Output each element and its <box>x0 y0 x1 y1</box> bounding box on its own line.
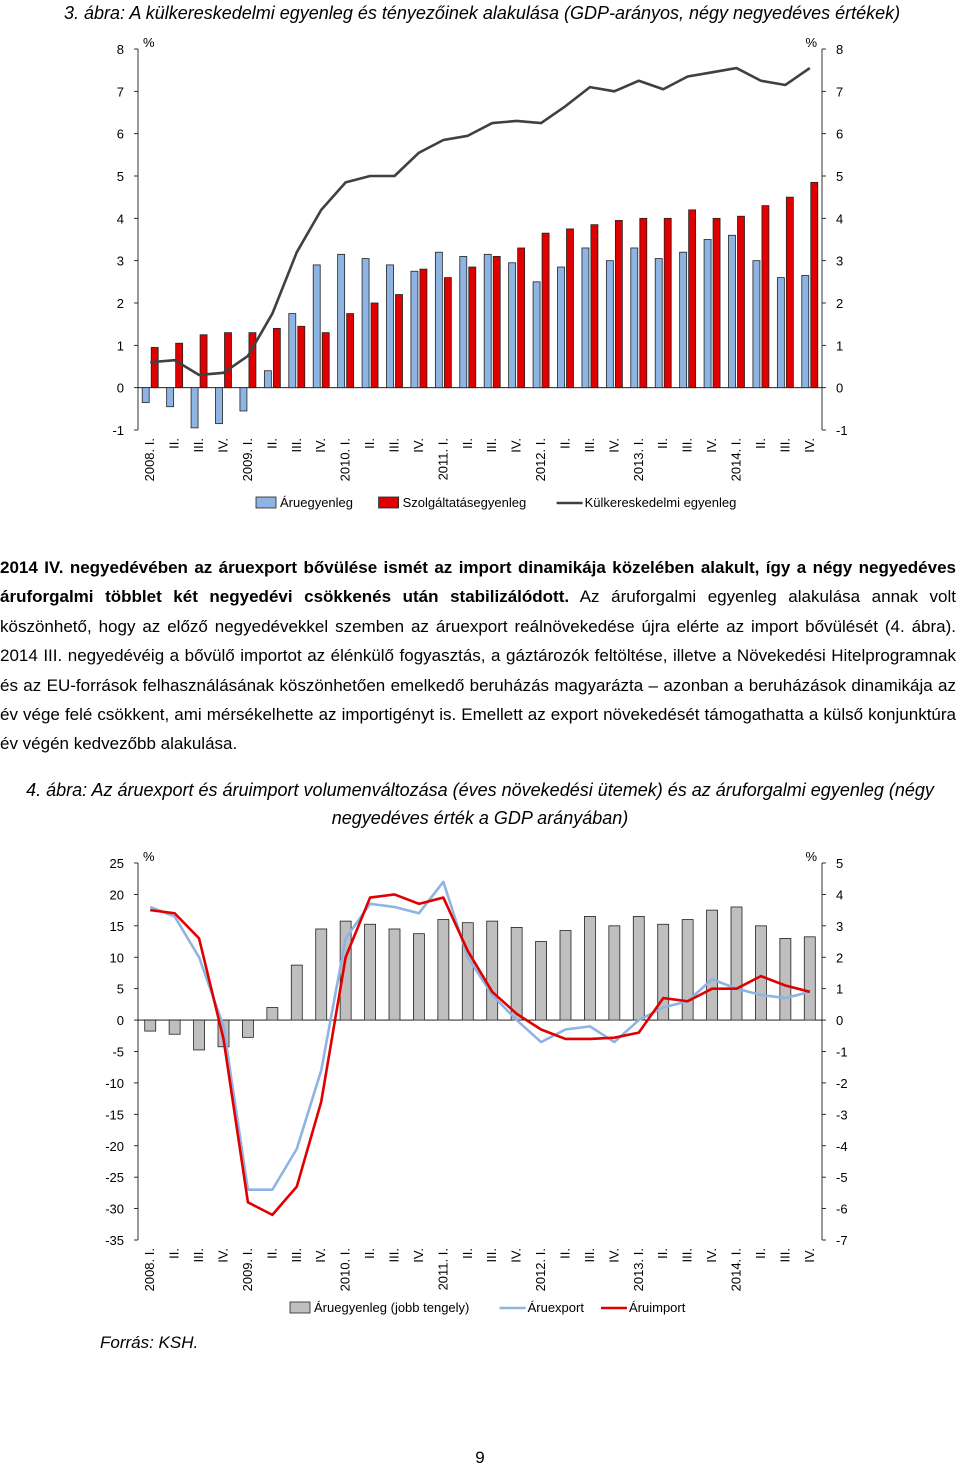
bar-áruegyenleg <box>191 388 198 428</box>
source-note: Forrás: KSH. <box>100 1333 199 1352</box>
bar-áruegyenleg <box>438 920 449 1021</box>
legend-label: Külkereskedelmi egyenleg <box>584 495 737 510</box>
x-tick-label: III. <box>581 438 597 453</box>
y-tick-label-right: 5 <box>836 856 844 871</box>
bar-áruegyenleg <box>609 926 620 1020</box>
figure-3-title: 3. ábra: A külkereskedelmi egyenleg és tényezőinek alakulása (GDP-arányos, négy negyedéves értékek) <box>64 3 901 23</box>
bar-szolgáltatásegyenleg <box>444 278 451 388</box>
y-tick-label-left: 20 <box>109 887 124 903</box>
x-tick-label: 2012. I. <box>533 1248 549 1292</box>
x-tick-label: 2011. I. <box>435 1248 451 1291</box>
y-tick-label-right: 7 <box>836 84 844 100</box>
y-tick-label-left: -15 <box>105 1107 124 1123</box>
paragraph-bold-lead: 2014 IV. negyedévében az áruexport bővülése ismét az import dinamikája közelében alakult, így a négy negyedéves áruforgalmi többlet két negyedévi csökkenés után stabilizálódott. <box>0 558 956 607</box>
x-tick-label: II. <box>557 1248 573 1259</box>
x-tick-label: IV. <box>508 438 524 453</box>
x-tick-label: IV. <box>410 438 426 453</box>
bar-szolgáltatásegyenleg <box>738 216 745 387</box>
x-tick-label: II. <box>459 1248 475 1259</box>
x-tick-label: II. <box>752 1248 768 1259</box>
bar-szolgáltatásegyenleg <box>664 218 671 387</box>
y-tick-label-left: 0 <box>116 380 124 396</box>
left-unit-label: % <box>143 35 155 50</box>
x-tick-label: 2008. I. <box>142 1248 158 1292</box>
bar-áruegyenleg <box>313 265 320 388</box>
bar-áruegyenleg <box>558 267 565 388</box>
bar-áruegyenleg <box>435 252 442 387</box>
bar-áruegyenleg <box>194 1020 205 1050</box>
x-tick-label: 2012. I. <box>533 438 549 482</box>
bar-áruegyenleg <box>145 1020 156 1031</box>
legend-label: Szolgáltatásegyenleg <box>402 495 527 510</box>
bar-áruegyenleg <box>389 929 400 1020</box>
x-tick-label: II. <box>557 438 573 449</box>
paragraph-text: Az áruforgalmi egyenleg alakulása annak volt köszönhető, hogy az előző negyedévekkel szemben az áruexport reálnövekedése újra elérte az import bővülését (4. ábra). 2014 III. negyedévéig a bővülő importot az élénkülő fogyasztás, a gáztározók feltöltése, illetve a Növekedési Hitelprogramnak és az EU-források felhasználásának köszönhetően emelkedő beruházás magyarázta – azonban a beruházások dinamikája az év vége felé csökkent, ami mérsékelhette az importigényt is. Emellett az export növekedését támogathatta a külső konjunktúra év végén kedvezőbb alakulása. <box>0 587 956 754</box>
bar-szolgáltatásegyenleg <box>298 326 305 387</box>
x-tick-label: IV. <box>606 1248 622 1263</box>
page-number: 9 <box>475 1448 485 1467</box>
bar-áruegyenleg <box>780 938 791 1020</box>
bar-szolgáltatásegyenleg <box>396 295 403 388</box>
y-tick-label-left: 8 <box>116 42 124 57</box>
x-tick-label: III. <box>191 1248 207 1263</box>
bar-áruegyenleg <box>242 1020 253 1037</box>
bar-szolgáltatásegyenleg <box>420 269 427 388</box>
x-tick-label: II. <box>166 1248 182 1259</box>
x-tick-label: IV. <box>801 1248 817 1263</box>
legend-swatch <box>379 497 399 508</box>
y-tick-label-left: -25 <box>105 1170 124 1186</box>
bar-áruegyenleg <box>460 256 467 387</box>
bar-áruegyenleg <box>289 314 296 388</box>
y-tick-label-right: -7 <box>836 1233 848 1248</box>
y-tick-label-left: 0 <box>116 1013 124 1029</box>
y-tick-label-left: 5 <box>116 981 124 997</box>
bar-szolgáltatásegyenleg <box>469 267 476 388</box>
bar-áruegyenleg <box>240 388 247 411</box>
bar-áruegyenleg <box>582 248 589 388</box>
x-tick-label: 2010. I. <box>337 438 353 482</box>
x-tick-label: II. <box>655 438 671 449</box>
bar-áruegyenleg <box>340 921 351 1020</box>
y-tick-label-right: 8 <box>836 42 844 57</box>
x-tick-label: 2014. I. <box>728 438 744 482</box>
bar-áruegyenleg <box>755 926 766 1020</box>
x-tick-label: III. <box>484 1248 500 1263</box>
bar-áruegyenleg <box>167 388 174 407</box>
bar-áruegyenleg <box>533 282 540 388</box>
bar-áruegyenleg <box>316 929 327 1020</box>
y-tick-label-left: 25 <box>109 856 124 871</box>
x-tick-label: II. <box>459 438 475 449</box>
legend-label: Áruexport <box>527 1300 584 1315</box>
bar-szolgáltatásegyenleg <box>322 333 329 388</box>
y-tick-label-right: 0 <box>836 380 844 396</box>
bar-áruegyenleg <box>365 924 376 1020</box>
bar-szolgáltatásegyenleg <box>615 220 622 387</box>
x-tick-label: II. <box>362 1248 378 1259</box>
bar-áruegyenleg <box>362 259 369 388</box>
bar-szolgáltatásegyenleg <box>493 256 500 387</box>
y-tick-label-right: 2 <box>836 296 844 311</box>
bar-szolgáltatásegyenleg <box>567 229 574 388</box>
bar-áruegyenleg <box>729 235 736 387</box>
x-tick-label: III. <box>288 438 304 453</box>
bar-szolgáltatásegyenleg <box>371 303 378 388</box>
figure-4-chart <box>0 830 960 1335</box>
x-tick-label: IV. <box>215 1248 231 1263</box>
bar-szolgáltatásegyenleg <box>591 225 598 388</box>
x-tick-label: IV. <box>215 438 231 453</box>
x-tick-label: III. <box>679 438 695 453</box>
bar-áruegyenleg <box>509 263 516 388</box>
x-tick-label: III. <box>777 1248 793 1263</box>
bar-áruegyenleg <box>511 927 522 1020</box>
bar-áruegyenleg <box>536 942 547 1021</box>
y-tick-label-right: -2 <box>836 1075 848 1091</box>
bar-áruegyenleg <box>584 916 595 1020</box>
bar-szolgáltatásegyenleg <box>689 210 696 388</box>
bar-áruegyenleg <box>655 259 662 388</box>
legend-label: Áruegyenleg <box>280 495 353 510</box>
bar-szolgáltatásegyenleg <box>151 347 158 387</box>
legend-label: Áruegyenleg (jobb tengely) <box>314 1300 470 1315</box>
x-tick-label: 2011. I. <box>435 438 451 481</box>
bar-áruegyenleg <box>387 265 394 388</box>
x-tick-label: IV. <box>410 1248 426 1263</box>
bar-áruegyenleg <box>731 907 742 1020</box>
bar-áruegyenleg <box>707 910 718 1020</box>
y-tick-label-right: 1 <box>836 338 844 354</box>
y-tick-label-left: 5 <box>116 169 124 184</box>
bar-áruegyenleg <box>216 388 223 424</box>
y-tick-label-right: 4 <box>836 211 844 227</box>
x-tick-label: II. <box>655 1248 671 1259</box>
figure-4-title: 4. ábra: Az áruexport és áruimport volumenváltozása (éves növekedési ütemek) és az áruforgalmi egyenleg (négy negyedéves érték a GDP arányában) <box>26 780 934 828</box>
bar-áruegyenleg <box>777 278 784 388</box>
y-tick-label-left: 3 <box>116 253 124 269</box>
x-tick-label: III. <box>484 438 500 453</box>
bar-áruegyenleg <box>633 916 644 1020</box>
y-tick-label-right: 3 <box>836 253 844 269</box>
x-tick-label: IV. <box>313 438 329 453</box>
y-tick-label-right: 1 <box>836 981 844 997</box>
bar-szolgáltatásegyenleg <box>249 333 256 388</box>
y-tick-label-left: -1 <box>112 423 124 438</box>
x-tick-label: II. <box>264 438 280 449</box>
x-tick-label: III. <box>191 438 207 453</box>
x-tick-label: II. <box>752 438 768 449</box>
y-tick-label-right: 3 <box>836 918 844 934</box>
y-tick-label-left: -30 <box>105 1201 124 1217</box>
bar-szolgáltatásegyenleg <box>762 206 769 388</box>
bar-áruegyenleg <box>804 937 815 1020</box>
bar-áruegyenleg <box>413 934 424 1020</box>
x-tick-label: 2013. I. <box>630 1248 646 1292</box>
y-tick-label-left: -5 <box>112 1044 124 1060</box>
x-tick-label: 2008. I. <box>142 438 158 482</box>
y-tick-label-right: 6 <box>836 126 844 142</box>
x-tick-label: IV. <box>606 438 622 453</box>
bar-áruegyenleg <box>142 388 149 403</box>
bar-áruegyenleg <box>680 252 687 387</box>
x-tick-label: 2009. I. <box>239 438 255 482</box>
x-tick-label: III. <box>581 1248 597 1263</box>
bar-áruegyenleg <box>291 965 302 1020</box>
y-tick-label-left: -20 <box>105 1138 124 1154</box>
x-tick-label: III. <box>679 1248 695 1263</box>
bar-szolgáltatásegyenleg <box>200 335 207 388</box>
x-tick-label: 2013. I. <box>630 438 646 482</box>
bar-áruegyenleg <box>411 271 418 387</box>
y-tick-label-left: -10 <box>105 1075 124 1091</box>
x-tick-label: IV. <box>801 438 817 453</box>
legend-swatch <box>256 497 276 508</box>
figure-3-chart <box>0 22 960 527</box>
x-tick-label: 2010. I. <box>337 1248 353 1292</box>
bar-szolgáltatásegyenleg <box>542 233 549 388</box>
bar-szolgáltatásegyenleg <box>811 182 818 387</box>
y-tick-label-left: 1 <box>116 338 124 354</box>
x-tick-label: IV. <box>508 1248 524 1263</box>
x-tick-label: IV. <box>313 1248 329 1263</box>
bar-áruegyenleg <box>264 371 271 388</box>
bar-áruegyenleg <box>631 248 638 388</box>
right-unit-label: % <box>805 35 817 50</box>
bar-áruegyenleg <box>267 1008 278 1021</box>
bar-áruegyenleg <box>560 931 571 1021</box>
y-tick-label-right: -3 <box>836 1107 848 1123</box>
bar-áruegyenleg <box>682 920 693 1021</box>
y-tick-label-left: 4 <box>116 211 124 227</box>
bar-áruegyenleg <box>462 923 473 1020</box>
bar-áruegyenleg <box>704 240 711 388</box>
x-tick-label: 2009. I. <box>239 1248 255 1292</box>
bar-szolgáltatásegyenleg <box>713 218 720 387</box>
y-tick-label-right: -1 <box>836 423 848 438</box>
y-tick-label-right: 5 <box>836 169 844 184</box>
right-unit-label: % <box>805 849 817 864</box>
bar-áruegyenleg <box>802 275 809 387</box>
x-tick-label: III. <box>288 1248 304 1263</box>
bar-áruegyenleg <box>169 1020 180 1034</box>
y-tick-label-left: 2 <box>116 296 124 311</box>
bar-áruegyenleg <box>338 254 345 387</box>
x-tick-label: III. <box>777 438 793 453</box>
y-tick-label-right: 0 <box>836 1013 844 1029</box>
legend-label: Áruimport <box>629 1300 686 1315</box>
left-unit-label: % <box>143 849 155 864</box>
y-tick-label-right: -4 <box>836 1138 848 1154</box>
x-tick-label: IV. <box>704 1248 720 1263</box>
bar-áruegyenleg <box>753 261 760 388</box>
x-tick-label: 2014. I. <box>728 1248 744 1292</box>
bar-szolgáltatásegyenleg <box>640 218 647 387</box>
legend-swatch <box>290 1302 310 1313</box>
y-tick-label-right: -1 <box>836 1044 848 1060</box>
x-tick-label: III. <box>386 1248 402 1263</box>
y-tick-label-left: 10 <box>109 950 124 966</box>
x-tick-label: II. <box>264 1248 280 1259</box>
bar-szolgáltatásegyenleg <box>347 314 354 388</box>
y-tick-label-right: 2 <box>836 950 844 966</box>
x-tick-label: IV. <box>704 438 720 453</box>
bar-szolgáltatásegyenleg <box>273 328 280 387</box>
bar-szolgáltatásegyenleg <box>786 197 793 388</box>
y-tick-label-right: 4 <box>836 887 844 903</box>
y-tick-label-right: -6 <box>836 1201 848 1217</box>
bar-áruegyenleg <box>487 921 498 1020</box>
y-tick-label-left: 7 <box>116 84 124 100</box>
y-tick-label-right: -5 <box>836 1170 848 1186</box>
y-tick-label-left: 15 <box>109 918 124 934</box>
bar-áruegyenleg <box>484 254 491 387</box>
y-tick-label-left: 6 <box>116 126 124 142</box>
x-tick-label: II. <box>362 438 378 449</box>
x-tick-label: III. <box>386 438 402 453</box>
y-tick-label-left: -35 <box>105 1233 124 1248</box>
bar-szolgáltatásegyenleg <box>225 333 232 388</box>
bar-áruegyenleg <box>606 261 613 388</box>
body-paragraph <box>0 553 956 759</box>
bar-szolgáltatásegyenleg <box>518 248 525 388</box>
x-tick-label: II. <box>166 438 182 449</box>
